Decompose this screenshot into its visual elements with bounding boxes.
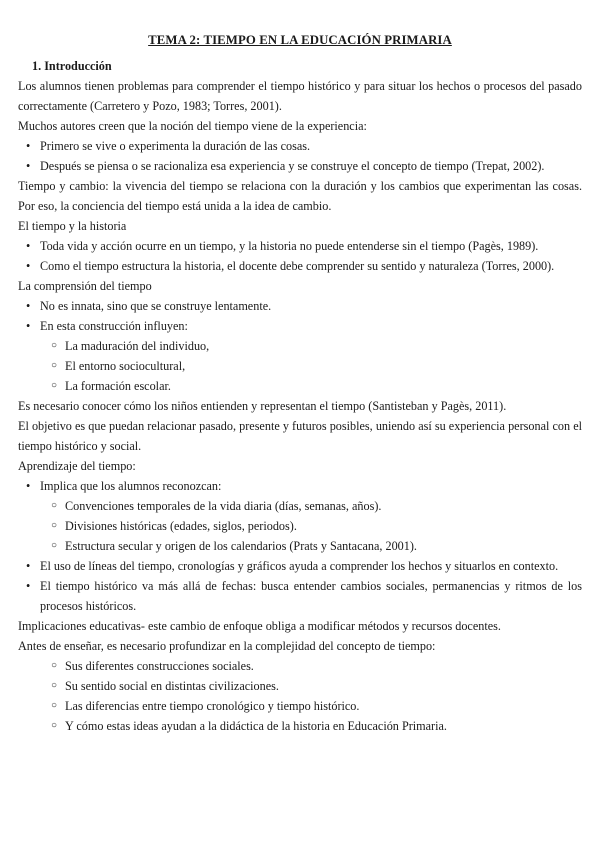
bullet-circle: ○ — [51, 660, 58, 671]
list-item: ○ Su sentido social en distintas civilizaciones. — [18, 676, 582, 696]
bullet-disc: • — [26, 559, 31, 573]
list-item: ○ Sus diferentes construcciones sociales. — [18, 656, 582, 676]
before-list — [18, 656, 582, 736]
list-item: ○ La formación escolar. — [40, 376, 582, 396]
bullet-circle: ○ — [51, 520, 58, 531]
bullet-disc: • — [26, 139, 31, 153]
list-item: ○ La maduración del individuo, — [40, 336, 582, 356]
bullet-circle: ○ — [51, 340, 58, 351]
comprehension-heading: La comprensión del tiempo — [18, 279, 152, 293]
implications-paragraph: Implicaciones educativas- este cambio de enfoque obliga a modificar métodos y recursos docentes. — [18, 619, 501, 633]
list-item: ○ El entorno sociocultural, — [40, 356, 582, 376]
history-list — [18, 236, 582, 276]
list-item: ○ Y cómo estas ideas ayudan a la didáctica de la historia en Educación Primaria. — [18, 716, 582, 736]
list-item: ○ Convenciones temporales de la vida diaria (días, semanas, años). — [40, 496, 582, 516]
bullet-circle: ○ — [51, 500, 58, 511]
list-item: • Implica que los alumnos reconozcan: ○ Convenciones temporales de la vida diaria (días, semanas, años). ○ Divisiones históricas (edades, siglos, periodos). ○ Estructura secular y origen de los calendarios (Prats y Santacana, 2001). — [18, 476, 582, 556]
experience-list — [18, 136, 582, 176]
comprehension-list — [18, 296, 582, 396]
list-item: ○ Estructura secular y origen de los calendarios (Prats y Santacana, 2001). — [40, 536, 582, 556]
authors-paragraph: Muchos autores creen que la noción del tiempo viene de la experiencia: — [18, 119, 367, 133]
change-paragraph: Tiempo y cambio: la vivencia del tiempo se relaciona con la duración y los cambios que experimentan las cosas. Por eso, la conciencia del tiempo está unida a la idea de cambio. — [18, 179, 582, 213]
bullet-disc: • — [26, 299, 31, 313]
document-title: TEMA 2: TIEMPO EN LA EDUCACIÓN PRIMARIA — [148, 33, 452, 47]
intro-paragraph: Los alumnos tienen problemas para comprender el tiempo histórico y para situar los hechos o procesos del pasado correctamente (Carretero y Pozo, 1983; Torres, 2001). — [18, 79, 582, 113]
list-item: • El uso de líneas del tiempo, cronologías y gráficos ayuda a comprender los hechos y situarlos en contexto. — [18, 556, 582, 576]
learning-heading: Aprendizaje del tiempo: — [18, 459, 136, 473]
bullet-disc: • — [26, 579, 31, 593]
list-item: • El tiempo histórico va más allá de fechas: busca entender cambios sociales, permanencias y ritmos de los procesos históricos. — [18, 576, 582, 616]
influences-list — [40, 336, 582, 396]
list-item: • En esta construcción influyen: ○ La maduración del individuo, ○ El entorno sociocultural, ○ La formación escolar. — [18, 316, 582, 396]
list-item: • Primero se vive o experimenta la duración de las cosas. — [18, 136, 582, 156]
bullet-disc: • — [26, 259, 31, 273]
section-heading: 1. Introducción — [32, 59, 112, 73]
bullet-circle: ○ — [51, 680, 58, 691]
bullet-circle: ○ — [51, 540, 58, 551]
bullet-circle: ○ — [51, 700, 58, 711]
necessary-paragraph: Es necesario conocer cómo los niños entienden y representan el tiempo (Santisteban y Pagès, 2011). — [18, 399, 507, 413]
bullet-disc: • — [26, 159, 31, 173]
list-item: • Después se piensa o se racionaliza esa experiencia y se construye el concepto de tiempo (Trepat, 2002). — [18, 156, 582, 176]
bullet-circle: ○ — [51, 360, 58, 371]
list-item: ○ Divisiones históricas (edades, siglos, periodos). — [40, 516, 582, 536]
list-item: ○ Las diferencias entre tiempo cronológico y tiempo histórico. — [18, 696, 582, 716]
bullet-circle: ○ — [51, 380, 58, 391]
history-heading: El tiempo y la historia — [18, 219, 127, 233]
list-item: • Como el tiempo estructura la historia, el docente debe comprender su sentido y naturaleza (Torres, 2000). — [18, 256, 582, 276]
list-item: • Toda vida y acción ocurre en un tiempo, y la historia no puede entenderse sin el tiempo (Pagès, 1989). — [18, 236, 582, 256]
bullet-circle: ○ — [51, 720, 58, 731]
recognize-list — [40, 496, 582, 556]
objective-paragraph: El objetivo es que puedan relacionar pasado, presente y futuros posibles, uniendo así su experiencia personal con el tiempo histórico y social. — [18, 419, 582, 453]
bullet-disc: • — [26, 319, 31, 333]
list-item: • No es innata, sino que se construye lentamente. — [18, 296, 582, 316]
before-paragraph: Antes de enseñar, es necesario profundizar en la complejidad del concepto de tiempo: — [18, 639, 436, 653]
bullet-disc: • — [26, 239, 31, 253]
learning-list — [18, 476, 582, 616]
bullet-disc: • — [26, 479, 31, 493]
